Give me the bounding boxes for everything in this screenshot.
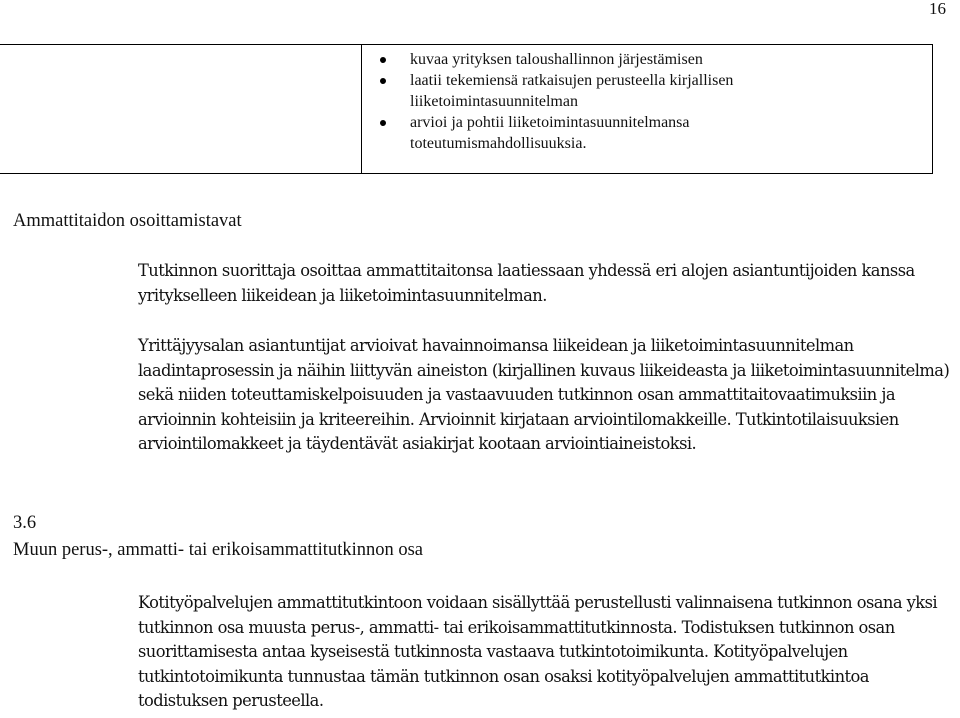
section-title: Muun perus-, ammatti- tai erikoisammattitutkinnon osa <box>13 540 424 560</box>
list-item: laatii tekemiensä ratkaisujen perusteella kirjallisen liiketoimintasuunnitelman <box>372 70 792 112</box>
assessment-heading: Ammattitaidon osoittamistavat <box>13 211 242 231</box>
section-paragraph: Kotityöpalvelujen ammattitutkintoon voidaan sisällyttää perustellusti valinnaisena tutkinnon osana yksi tutkinnon osa muusta perus-, ammatti- tai erikoisammattitutkinnosta. Todistuksen tutkinnon osan suorittamisesta antaa kyseisestä tutkinnosta vastaava tutkintotoimikunta. Kotityöpalvelujen tutkintotoimikunta tunnustaa tämän tutkinnon osan osaksi kotityöpalvelujen ammattitutkintoa todistuksen perusteella. <box>138 593 938 710</box>
list-item: arvioi ja pohtii liiketoimintasuunnitelmansa toteutumismahdollisuuksia. <box>372 112 792 154</box>
objectives-list <box>372 49 792 154</box>
assessment-paragraph-2: Yrittäjyysalan asiantuntijat arvioivat havainnoimansa liikeidean ja liiketoimintasuunnitelman laadintaprosessin ja näihin liittyvän aineiston (kirjallinen kuvaus liikeideasta ja liiketoimintasuunnitelma) sekä niiden toteuttamiskelpoisuuden ja vastaavuuden tutkinnon osan ammattitaitovaatimuksiin ja arvioinnin kohteisiin ja kriteereihin. Arvioinnit kirjataan arviointilomakkeille. Tutkintotilaisuuksien arviointilomakkeet ja täydentävät asiakirjat kootaan arviointiaineistoksi. <box>138 336 950 453</box>
list-item: kuvaa yrityksen taloushallinnon järjestämisen <box>372 49 792 70</box>
section-number: 3.6 <box>13 513 37 533</box>
page-number: 16 <box>929 0 946 18</box>
assessment-paragraph-1: Tutkinnon suorittaja osoittaa ammattitaitonsa laatiessaan yhdessä eri alojen asiantuntijoiden kanssa yritykselleen liikeidean ja liiketoimintasuunnitelman. <box>138 261 915 305</box>
table-column-divider <box>361 45 362 173</box>
